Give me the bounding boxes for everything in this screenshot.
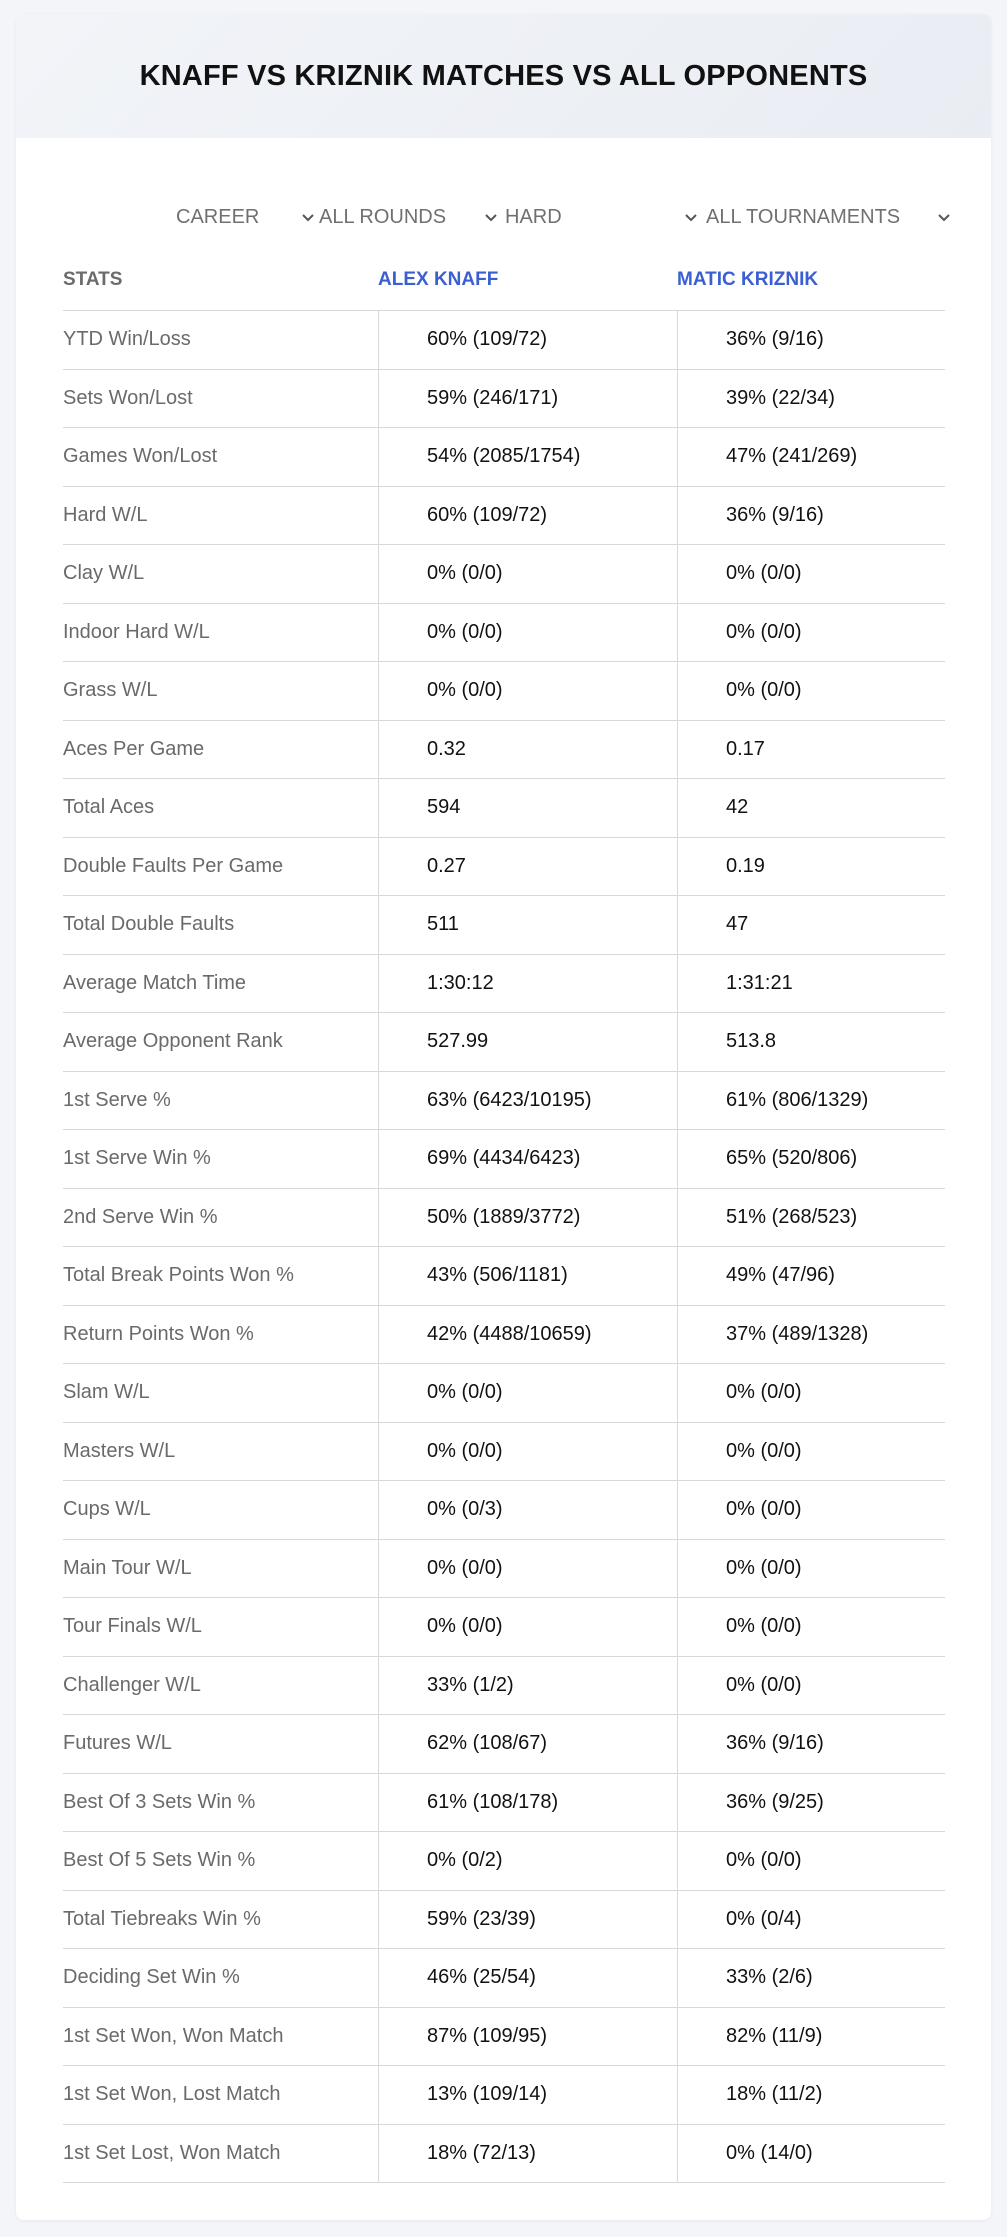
stat-label: Aces Per Game [63, 737, 205, 760]
period-select-value: CAREER [176, 205, 260, 228]
player2-link[interactable]: MATIC KRIZNIK [677, 269, 819, 290]
player2-value: 0% (0/0) [677, 1481, 945, 1539]
tournament-select-value: ALL TOURNAMENTS [706, 205, 901, 228]
player2-value: 0% (0/0) [677, 1657, 945, 1715]
table-row [63, 1891, 945, 1950]
table-row [63, 1598, 945, 1657]
player2-value: 49% (47/96) [677, 1247, 945, 1305]
stats-table [63, 249, 945, 2183]
player2-value: 1:31:21 [677, 955, 945, 1013]
player2-value: 65% (520/806) [677, 1130, 945, 1188]
stat-label: Cups W/L [63, 1498, 151, 1521]
chevron-down-icon [936, 209, 952, 225]
stat-label: 1st Set Won, Lost Match [63, 2083, 281, 2106]
stat-label: 2nd Serve Win % [63, 1205, 218, 1228]
player1-value: 0% (0/0) [378, 1423, 677, 1481]
player1-value: 69% (4434/6423) [378, 1130, 677, 1188]
table-row [63, 1832, 945, 1891]
player1-value: 1:30:12 [378, 955, 677, 1013]
stat-label: 1st Set Lost, Won Match [63, 2141, 281, 2164]
stat-label: Main Tour W/L [63, 1556, 192, 1579]
table-row [63, 1774, 945, 1833]
stat-label: Clay W/L [63, 562, 145, 585]
player2-value: 36% (9/16) [677, 487, 945, 545]
table-row [63, 487, 945, 546]
table-row [63, 370, 945, 429]
player2-value: 0% (0/4) [677, 1891, 945, 1949]
chevron-down-icon [300, 209, 316, 225]
table-row [63, 1657, 945, 1716]
table-row [63, 721, 945, 780]
player1-link[interactable]: ALEX KNAFF [378, 269, 499, 290]
stat-label: Grass W/L [63, 679, 158, 702]
table-row [63, 662, 945, 721]
player2-value: 0% (0/0) [677, 1423, 945, 1481]
player1-value: 0% (0/3) [378, 1481, 677, 1539]
tournament-select[interactable] [706, 189, 966, 245]
player1-value: 527.99 [378, 1013, 677, 1071]
table-row [63, 2125, 945, 2184]
stat-label: Total Tiebreaks Win % [63, 1907, 261, 1930]
stat-label: Indoor Hard W/L [63, 620, 210, 643]
stat-label: Masters W/L [63, 1439, 176, 1462]
period-select[interactable] [176, 189, 316, 245]
player1-value: 13% (109/14) [378, 2066, 677, 2124]
player2-value: 47 [677, 896, 945, 954]
player1-value: 61% (108/178) [378, 1774, 677, 1832]
player1-value: 0% (0/0) [378, 662, 677, 720]
player1-value: 43% (506/1181) [378, 1247, 677, 1305]
table-row [63, 1072, 945, 1131]
player1-value: 63% (6423/10195) [378, 1072, 677, 1130]
player2-value: 33% (2/6) [677, 1949, 945, 2007]
player2-value: 36% (9/16) [677, 311, 945, 369]
chevron-down-icon [683, 209, 699, 225]
stat-label: Average Match Time [63, 971, 247, 994]
player1-value: 0% (0/0) [378, 545, 677, 603]
stats-card [16, 14, 991, 2220]
player2-value: 18% (11/2) [677, 2066, 945, 2124]
table-header [63, 249, 945, 311]
stat-label: Sets Won/Lost [63, 386, 193, 409]
stat-label: 1st Serve % [63, 1088, 171, 1111]
stat-label: Hard W/L [63, 503, 148, 526]
player1-value: 42% (4488/10659) [378, 1306, 677, 1364]
player1-value: 87% (109/95) [378, 2008, 677, 2066]
player2-value: 36% (9/16) [677, 1715, 945, 1773]
table-row [63, 545, 945, 604]
player2-value: 0% (14/0) [677, 2125, 945, 2183]
table-row [63, 896, 945, 955]
player2-value: 0.19 [677, 838, 945, 896]
player1-value: 33% (1/2) [378, 1657, 677, 1715]
player1-value: 60% (109/72) [378, 487, 677, 545]
player1-value: 0.27 [378, 838, 677, 896]
surface-select[interactable] [505, 189, 705, 245]
round-select-value: ALL ROUNDS [319, 205, 447, 228]
stat-label: Tour Finals W/L [63, 1615, 202, 1638]
table-row [63, 2066, 945, 2125]
stat-label: Total Break Points Won % [63, 1264, 294, 1287]
player1-value: 0% (0/0) [378, 604, 677, 662]
player2-value: 0% (0/0) [677, 662, 945, 720]
player2-value: 82% (11/9) [677, 2008, 945, 2066]
player1-value: 0% (0/2) [378, 1832, 677, 1890]
player1-value: 50% (1889/3772) [378, 1189, 677, 1247]
page-title: KNAFF VS KRIZNIK MATCHES VS ALL OPPONENTS [139, 59, 868, 92]
player2-value: 0% (0/0) [677, 604, 945, 662]
stat-label: Challenger W/L [63, 1673, 201, 1696]
player2-value: 37% (489/1328) [677, 1306, 945, 1364]
stat-label: YTD Win/Loss [63, 328, 191, 351]
table-row [63, 1423, 945, 1482]
stat-label: Best Of 5 Sets Win % [63, 1849, 256, 1872]
player2-value: 0% (0/0) [677, 1364, 945, 1422]
table-body [63, 311, 945, 2183]
player1-value: 54% (2085/1754) [378, 428, 677, 486]
stat-label: Deciding Set Win % [63, 1966, 240, 1989]
stat-label: 1st Set Won, Won Match [63, 2024, 284, 2047]
stat-label: 1st Serve Win % [63, 1147, 211, 1170]
stat-label: Double Faults Per Game [63, 854, 284, 877]
player2-value: 0% (0/0) [677, 1832, 945, 1890]
round-select[interactable] [319, 189, 499, 245]
player1-value: 511 [378, 896, 677, 954]
player1-value: 18% (72/13) [378, 2125, 677, 2183]
player2-value: 51% (268/523) [677, 1189, 945, 1247]
player1-value: 0% (0/0) [378, 1364, 677, 1422]
table-row [63, 1130, 945, 1189]
table-row [63, 955, 945, 1014]
player2-value: 36% (9/25) [677, 1774, 945, 1832]
stat-label: Total Aces [63, 796, 155, 819]
player2-value: 0% (0/0) [677, 1540, 945, 1598]
player2-value: 0% (0/0) [677, 545, 945, 603]
table-row [63, 428, 945, 487]
player2-value: 42 [677, 779, 945, 837]
table-row [63, 1364, 945, 1423]
player1-value: 0.32 [378, 721, 677, 779]
table-row [63, 1540, 945, 1599]
player1-value: 0% (0/0) [378, 1540, 677, 1598]
player1-value: 59% (246/171) [378, 370, 677, 428]
table-row [63, 604, 945, 663]
stat-label: Total Double Faults [63, 913, 235, 936]
player2-value: 0% (0/0) [677, 1598, 945, 1656]
player1-value: 594 [378, 779, 677, 837]
table-row [63, 779, 945, 838]
player1-value: 0% (0/0) [378, 1598, 677, 1656]
player1-value: 46% (25/54) [378, 1949, 677, 2007]
table-row [63, 1949, 945, 2008]
stat-label: Games Won/Lost [63, 445, 218, 468]
player2-value: 0.17 [677, 721, 945, 779]
table-row [63, 1306, 945, 1365]
table-row [63, 311, 945, 370]
surface-select-value: HARD [505, 205, 562, 228]
player2-value: 39% (22/34) [677, 370, 945, 428]
chevron-down-icon [483, 209, 499, 225]
player2-value: 47% (241/269) [677, 428, 945, 486]
player1-value: 60% (109/72) [378, 311, 677, 369]
table-row [63, 1013, 945, 1072]
stat-label: Slam W/L [63, 1381, 150, 1404]
stat-label: Best Of 3 Sets Win % [63, 1790, 256, 1813]
table-row [63, 2008, 945, 2067]
card-header [16, 14, 991, 138]
table-row [63, 1715, 945, 1774]
table-row [63, 1481, 945, 1540]
stat-label: Return Points Won % [63, 1322, 254, 1345]
table-row [63, 838, 945, 897]
stat-label: Average Opponent Rank [63, 1030, 283, 1053]
player2-value: 513.8 [677, 1013, 945, 1071]
player1-value: 62% (108/67) [378, 1715, 677, 1773]
stats-column-header: STATS [63, 269, 123, 290]
filter-bar [16, 189, 991, 245]
table-row [63, 1189, 945, 1248]
table-row [63, 1247, 945, 1306]
stat-label: Futures W/L [63, 1732, 172, 1755]
player2-value: 61% (806/1329) [677, 1072, 945, 1130]
player1-value: 59% (23/39) [378, 1891, 677, 1949]
